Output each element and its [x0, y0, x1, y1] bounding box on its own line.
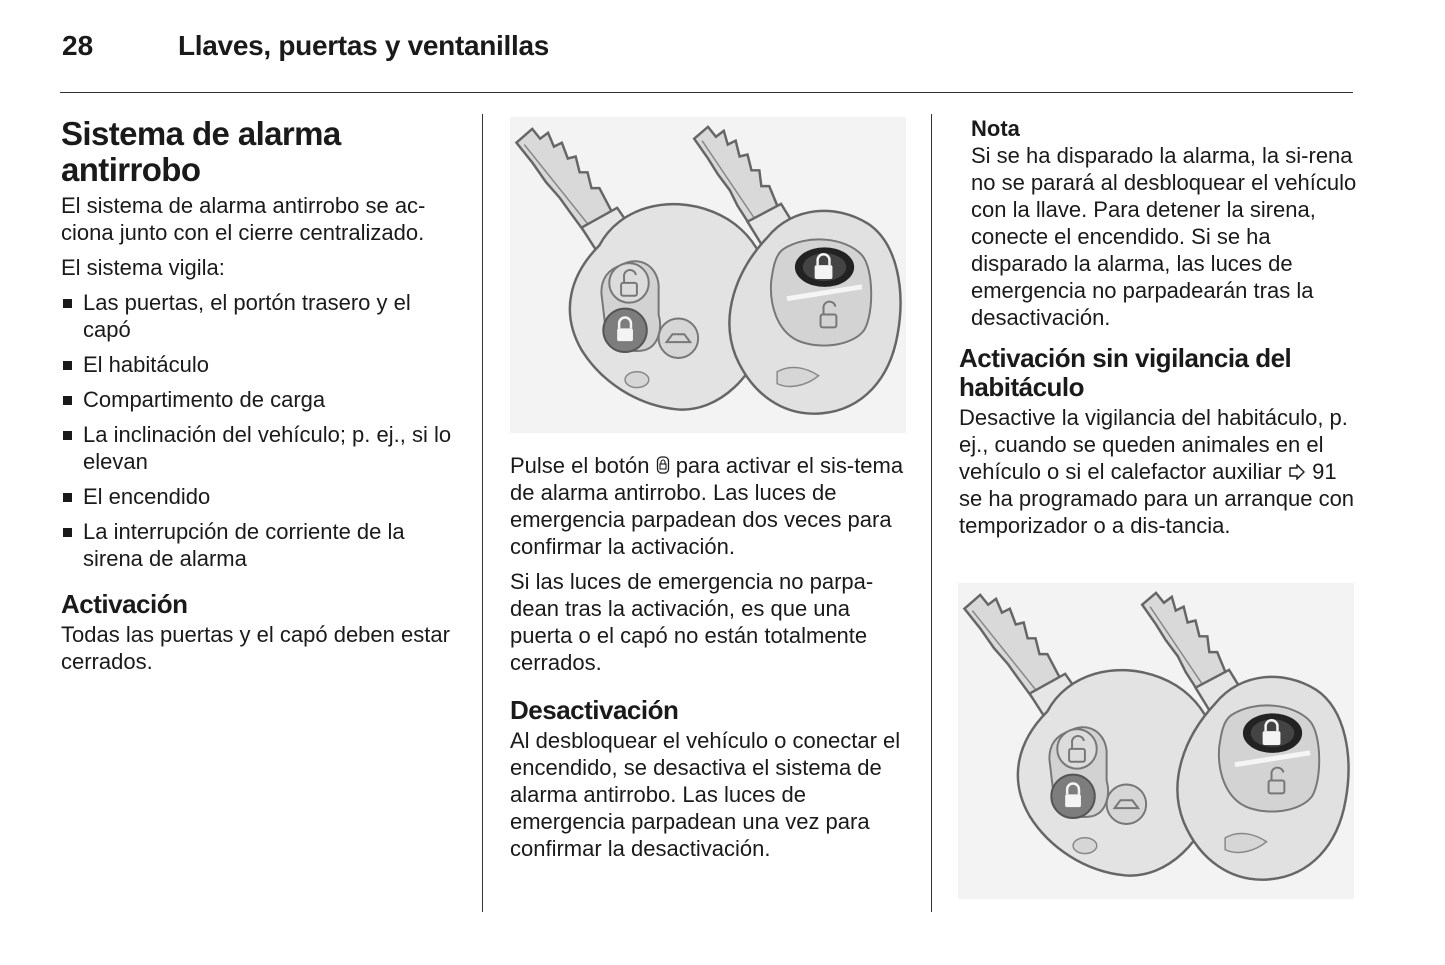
column-divider-1 [482, 114, 483, 912]
monitors-label: El sistema vigila: [61, 255, 225, 280]
note-box [971, 116, 1357, 331]
intro-paragraph: El sistema de alarma antirrobo se ac-ciona junto con el cierre centralizado. [61, 193, 426, 245]
list-item: El habitáculo [61, 351, 461, 378]
header-divider [60, 92, 1353, 93]
column-divider-2 [931, 114, 932, 912]
monitored-items-list [61, 289, 461, 572]
deactivation-heading: Desactivación [510, 695, 679, 725]
page-number: 28 [62, 30, 94, 61]
activation-paragraph: Todas las puertas y el capó deben estar cerrados. [61, 622, 450, 674]
list-item: El encendido [61, 483, 461, 510]
arrow-reference-icon [1288, 464, 1306, 480]
no-interior-monitoring-paragraph: Desactive la vigilancia del habitáculo, p. ej., cuando se queden animales en el vehículo o si el calefactor auxiliar 91 se ha programado para un arranque con temporizador o a dis-tancia. [959, 405, 1355, 538]
key-remote-illustration-1 [510, 117, 906, 433]
section-title-line-1: Sistema de alarma [61, 115, 341, 152]
activation-heading: Activación [61, 589, 188, 619]
column-1 [61, 116, 461, 675]
key-remote-drawing [510, 117, 906, 433]
note-heading: Nota [971, 116, 1020, 141]
list-item: Compartimento de carga [61, 386, 461, 413]
lock-icon [656, 456, 670, 474]
bullet-square-icon [63, 396, 72, 405]
section-title [61, 116, 461, 188]
chapter-title: Llaves, puertas y ventanillas [178, 30, 550, 61]
deactivation-paragraph: Al desbloquear el vehículo o conectar el encendido, se desactiva el sistema de alarma antirrobo. Las luces de emergencia parpadean una vez para confirmar la desactivación. [510, 728, 901, 861]
key-remote-drawing [958, 583, 1354, 899]
bullet-square-icon [63, 528, 72, 537]
bullet-square-icon [63, 299, 72, 308]
bullet-square-icon [63, 431, 72, 440]
list-item: La interrupción de corriente de la sirena de alarma [61, 518, 461, 572]
no-flash-paragraph: Si las luces de emergencia no parpa-dean tras la activación, es que una puerta o el capó no están totalmente cerrados. [510, 569, 874, 675]
column-2 [510, 452, 910, 862]
list-item: La inclinación del vehículo; p. ej., si lo elevan [61, 421, 461, 475]
key-remote-illustration-2 [958, 583, 1354, 899]
note-paragraph: Si se ha disparado la alarma, la si-rena no se parará al desbloquear el vehículo con la llave. Para detener la sirena, conecte el encendido. Si se ha disparado la alarma, las luces de emergencia no parpadearán tras la desactivación. [971, 143, 1357, 330]
press-button-paragraph: Pulse el botón para activar el sis-tema de alarma antirrobo. Las luces de emergencia parpadean dos veces para confirmar la activación. [510, 453, 904, 559]
no-interior-monitoring-heading: Activación sin vigilancia del habitáculo [959, 343, 1292, 402]
page-reference-link[interactable]: 91 [1312, 459, 1337, 484]
bullet-square-icon [63, 493, 72, 502]
bullet-square-icon [63, 361, 72, 370]
column-3 [959, 344, 1357, 539]
list-item: Las puertas, el portón trasero y el capó [61, 289, 461, 343]
section-title-line-2: antirrobo [61, 151, 201, 188]
